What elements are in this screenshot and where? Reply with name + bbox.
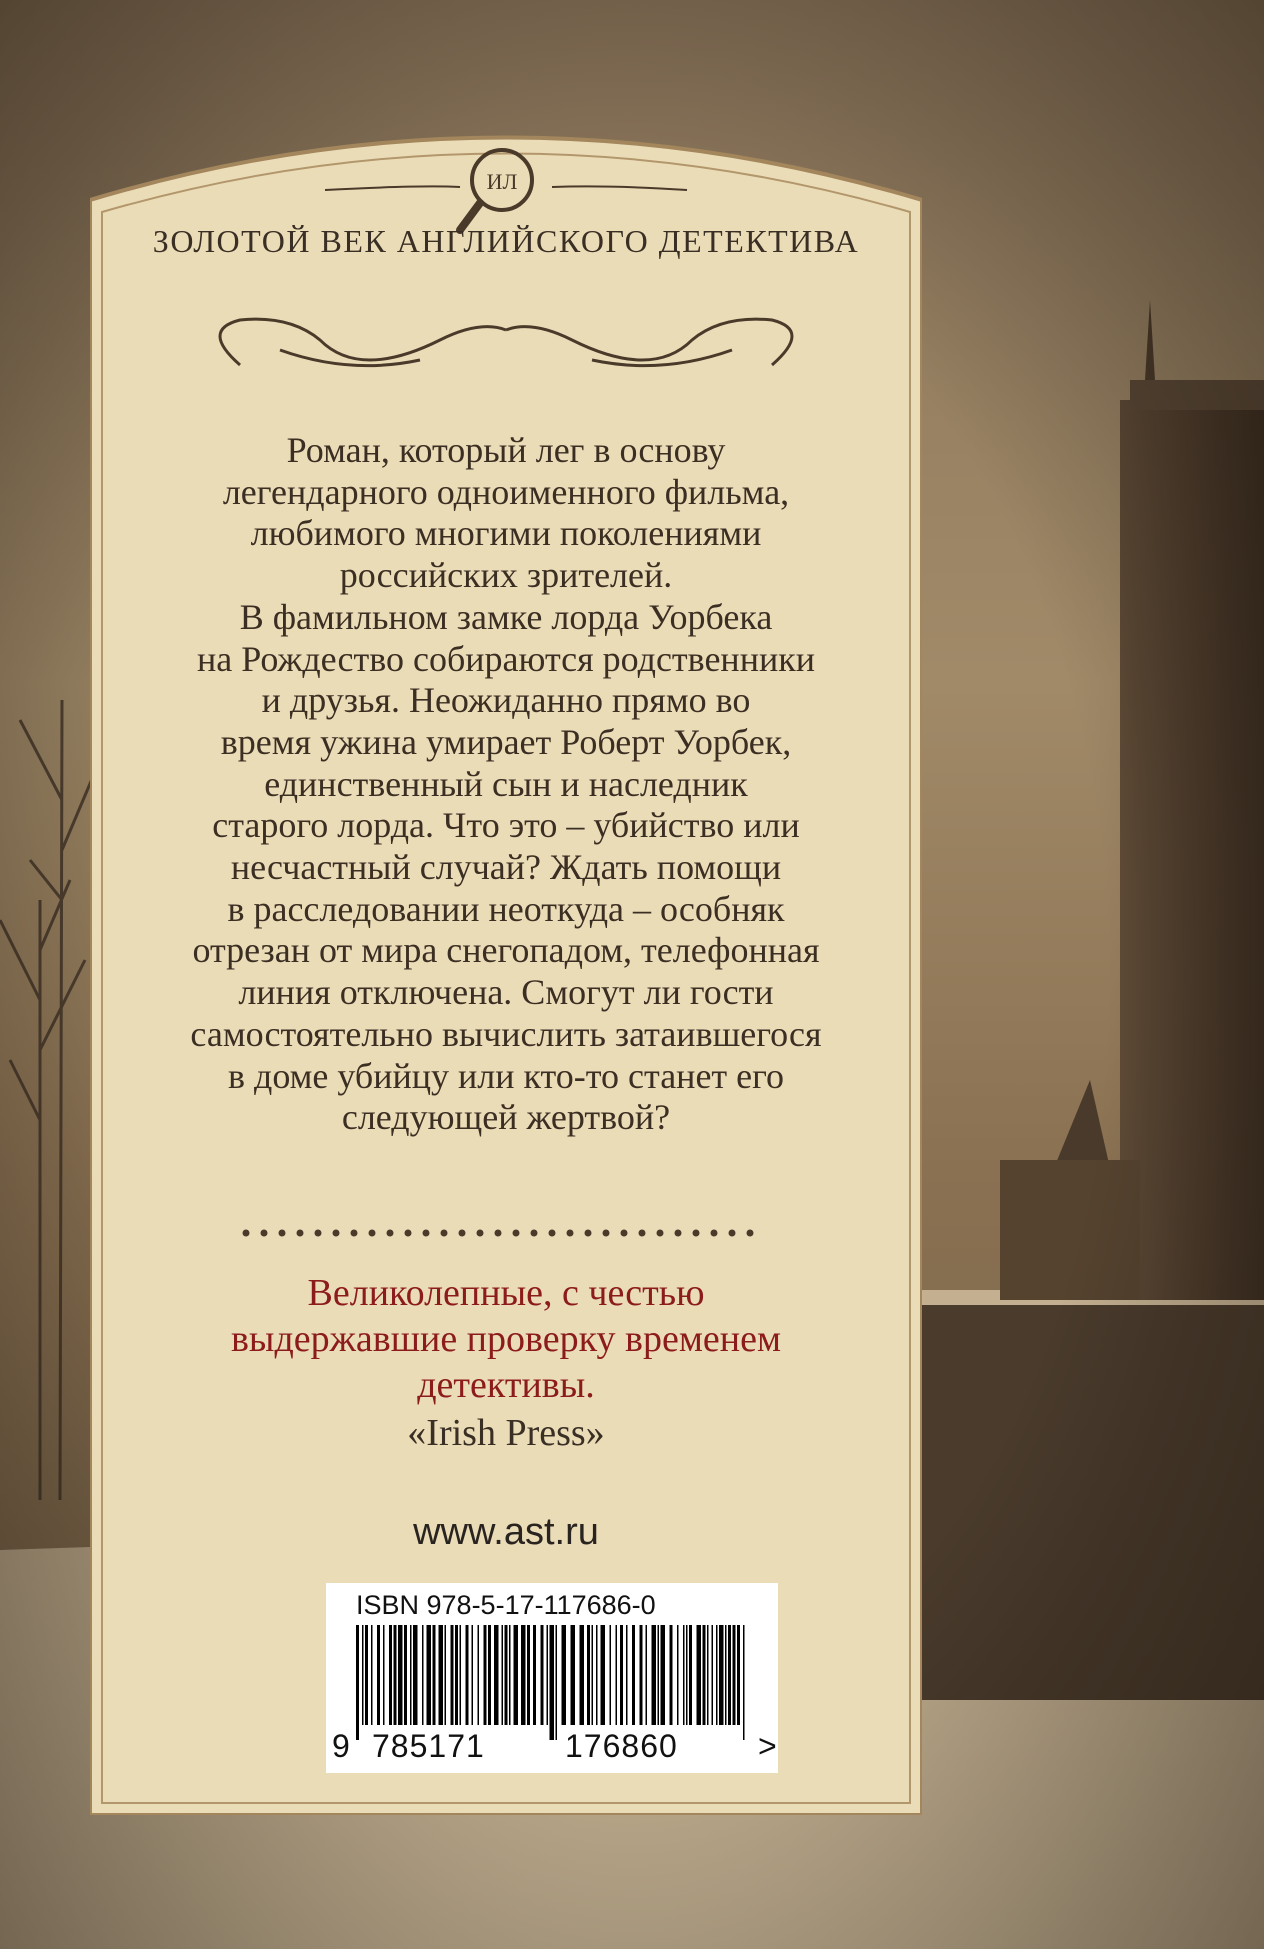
- barcode-digits-left: 785171: [372, 1728, 485, 1764]
- barcode-bar: [445, 1625, 447, 1725]
- barcode-bar: [356, 1625, 359, 1740]
- barcode-bar: [455, 1625, 458, 1725]
- barcode-bar: [587, 1625, 590, 1725]
- blurb-line: отрезан от мира снегопадом, телефонная: [192, 930, 820, 971]
- barcode-digits-right: 176860: [565, 1728, 678, 1764]
- blurb-line: линия отключена. Смогут ли гости: [238, 972, 774, 1013]
- barcode-bar: [689, 1625, 692, 1725]
- blurb-line: В фамильном замке лорда Уорбека: [239, 596, 773, 637]
- barcode-bar: [646, 1625, 648, 1725]
- barcode-bar: [640, 1625, 643, 1725]
- barcode-bar: [547, 1625, 549, 1725]
- blurb-line: на Рождество собираются родственники: [197, 638, 815, 679]
- press-quote: [130, 1270, 882, 1408]
- barcode-bar: [371, 1625, 373, 1725]
- barcode-bar: [580, 1625, 585, 1725]
- barcode-bar: [413, 1625, 418, 1725]
- barcode-bar: [484, 1625, 487, 1725]
- barcode-bar: [362, 1625, 364, 1725]
- barcode-bar: [725, 1625, 727, 1725]
- barcode-graphic: [356, 1625, 756, 1740]
- barcode-bar: [601, 1625, 606, 1725]
- blurb-line: легендарного одноименного фильма,: [222, 471, 790, 512]
- blurb-line: и друзья. Неожиданно прямо во: [261, 680, 751, 721]
- barcode-bar: [712, 1625, 714, 1725]
- barcode-bar: [472, 1625, 474, 1725]
- blurb-line: любимого многими поколениями: [250, 513, 762, 554]
- barcode-bar: [410, 1625, 412, 1725]
- barcode-bar: [478, 1625, 480, 1725]
- barcode-bar: [398, 1625, 403, 1725]
- barcode-bar: [716, 1625, 718, 1725]
- dotted-divider: [240, 1226, 770, 1240]
- barcode-bar: [541, 1625, 544, 1725]
- quote-line: Великолепные, с честью: [307, 1272, 705, 1314]
- blurb-line: несчастный случай? Ждать помощи: [230, 847, 782, 888]
- quote-line: детективы.: [417, 1364, 595, 1406]
- barcode-bar: [404, 1625, 407, 1725]
- barcode-bar: [521, 1625, 526, 1725]
- barcode-bar: [571, 1625, 576, 1725]
- barcode-bar: [383, 1625, 385, 1725]
- barcode-bar: [562, 1625, 567, 1725]
- blurb-line: старого лорда. Что это – убийство или: [212, 805, 800, 846]
- quote-source: «Irish Press»: [407, 1412, 605, 1454]
- blurb-line: в расследовании неоткуда – особняк: [227, 888, 785, 929]
- website-url: www.ast.ru: [413, 1511, 599, 1553]
- barcode-bar: [686, 1625, 688, 1725]
- barcode-bar: [494, 1625, 499, 1725]
- barcode-bar: [733, 1625, 736, 1725]
- isbn-label: ISBN 978-5-17-117686-0: [356, 1590, 656, 1620]
- barcode-bar: [683, 1625, 685, 1725]
- barcode-bar: [466, 1625, 469, 1725]
- blurb-line: в доме убийцу или кто-то станет его: [228, 1055, 784, 1096]
- barcode-bar: [596, 1625, 598, 1725]
- barcode-bar: [439, 1625, 444, 1725]
- barcode-bar: [632, 1625, 635, 1725]
- barcode-bar: [550, 1625, 555, 1740]
- barcode-arrow: >: [758, 1728, 778, 1764]
- barcode-bar: [488, 1625, 491, 1725]
- barcode-bar: [661, 1625, 666, 1725]
- barcode-bar: [616, 1625, 618, 1725]
- barcode-bar: [377, 1625, 380, 1725]
- barcode-bar: [389, 1625, 392, 1725]
- barcode-bar: [610, 1625, 612, 1725]
- barcode-bar: [719, 1625, 724, 1725]
- text-panel: [90, 125, 922, 1815]
- barcode-bar: [652, 1625, 657, 1725]
- blurb-line: российских зрителей.: [339, 555, 673, 596]
- barcode-bar: [509, 1625, 511, 1725]
- barcode-bar: [394, 1625, 397, 1725]
- blurb-line: время ужина умирает Роберт Уорбек,: [220, 721, 792, 762]
- barcode-bar: [728, 1625, 731, 1725]
- blurb-line: следующей жертвой?: [341, 1097, 671, 1138]
- blurb-line: Роман, который лег в основу: [286, 430, 726, 470]
- barcode-bar: [707, 1625, 709, 1725]
- barcode-bar: [422, 1625, 424, 1725]
- logo-letters: ИЛ: [486, 169, 518, 194]
- barcode-bar: [505, 1625, 508, 1725]
- barcode-bar: [556, 1625, 558, 1740]
- barcode-bar: [460, 1625, 462, 1725]
- barcode-bar: [703, 1625, 706, 1725]
- barcode-bar: [620, 1625, 623, 1725]
- barcode-bar: [658, 1625, 660, 1725]
- barcode-bar: [670, 1625, 673, 1725]
- barcode-bar: [533, 1625, 536, 1725]
- quote-line: выдержавшие проверку временем: [230, 1318, 782, 1360]
- barcode-bar: [514, 1625, 519, 1725]
- barcode-bar: [451, 1625, 454, 1725]
- barcode-bar: [527, 1625, 530, 1725]
- barcode-bar: [592, 1625, 594, 1725]
- blurb-line: единственный сын и наследник: [264, 763, 748, 804]
- barcode-bar: [677, 1625, 679, 1725]
- series-title: ЗОЛОТОЙ ВЕК АНГЛИЙСКОГО ДЕТЕКТИВА: [152, 223, 860, 259]
- barcode-bar: [697, 1625, 702, 1725]
- barcode-bar: [365, 1625, 368, 1725]
- barcode-lead-digit: 9: [332, 1728, 351, 1764]
- barcode-bar: [626, 1625, 628, 1725]
- barcode-bar: [427, 1625, 432, 1725]
- blurb-text: [130, 430, 882, 1139]
- barcode-bar: [743, 1625, 745, 1740]
- barcode-bar: [433, 1625, 436, 1725]
- barcode-bar: [737, 1625, 740, 1725]
- barcode-bar: [502, 1625, 504, 1725]
- blurb-line: самостоятельно вычислить затаившегося: [190, 1013, 822, 1054]
